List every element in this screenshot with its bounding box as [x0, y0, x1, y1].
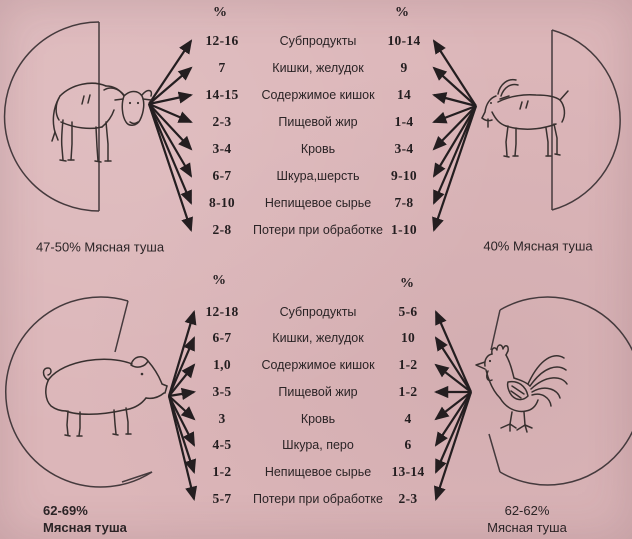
percent-value-left: 6-7 — [212, 168, 232, 183]
percent-value-left: 12-18 — [205, 304, 239, 319]
product-label: Пищевой жир — [278, 385, 358, 399]
percent-value-left: 14-15 — [205, 87, 239, 102]
percent-value-right: 3-4 — [394, 141, 414, 156]
percent-value-right: 4 — [404, 411, 412, 426]
goat-caption: 40% Мясная туша — [483, 238, 593, 254]
product-label: Кишки, желудок — [272, 61, 364, 75]
cow-arrow-fan — [149, 41, 191, 230]
percent-value-right: 13-14 — [391, 464, 425, 479]
percent-value-right: 9 — [400, 60, 408, 75]
percent-value-right: 2-3 — [398, 491, 418, 506]
goat-arrow-fan — [434, 41, 476, 230]
goat-carcass-arc — [552, 30, 620, 210]
product-label: Кровь — [300, 412, 336, 426]
percent-value-left: 12-16 — [205, 33, 239, 48]
product-label: Потери при обработке — [253, 223, 383, 237]
pig-caption-line2: Мясная туша — [43, 520, 127, 535]
product-label: Содержимое кишок — [261, 358, 375, 372]
product-label: Содержимое кишок — [261, 88, 375, 102]
percent-value-right: 14 — [396, 87, 412, 102]
rooster-image — [470, 340, 572, 444]
pig-caption — [43, 502, 127, 536]
product-label: Шкура,шерсть — [276, 169, 360, 183]
percent-value-right: 1-10 — [391, 222, 417, 237]
product-label: Субпродукты — [279, 34, 357, 48]
percent-value-left: 3 — [218, 411, 226, 426]
percent-header-bottom-left: % — [212, 273, 226, 288]
product-label: Субпродукты — [279, 305, 357, 319]
rooster-caption — [487, 502, 567, 536]
percent-value-right: 1-2 — [398, 357, 418, 372]
cow-image — [46, 70, 154, 166]
percent-value-left: 1,0 — [213, 357, 231, 372]
product-label: Кровь — [300, 142, 336, 156]
product-label: Шкура, перо — [282, 438, 354, 452]
percent-value-right: 7-8 — [394, 195, 414, 210]
percent-value-right: 9-10 — [391, 168, 417, 183]
pig-carcass-arc — [6, 297, 152, 487]
pig-arrow-fan — [169, 312, 194, 499]
percent-value-left: 6-7 — [212, 330, 232, 345]
percent-header-bottom-right: % — [400, 276, 414, 291]
percent-value-left: 2-8 — [212, 222, 232, 237]
product-label: Непищевое сырье — [264, 465, 372, 479]
percent-value-left: 3-5 — [212, 384, 232, 399]
cow-carcass-arc — [5, 22, 99, 211]
pig-image — [36, 346, 168, 440]
percent-value-right: 5-6 — [398, 304, 418, 319]
percent-header-top-left: % — [213, 5, 227, 20]
percent-value-right: 1-2 — [398, 384, 418, 399]
product-label: Потери при обработке — [253, 492, 383, 506]
percent-value-right: 10-14 — [387, 33, 421, 48]
product-label: Кишки, желудок — [272, 331, 364, 345]
percent-value-left: 2-3 — [212, 114, 232, 129]
percent-value-right: 1-4 — [394, 114, 414, 129]
rooster-arrow-fan — [436, 312, 471, 499]
rooster-carcass-arc — [489, 297, 632, 485]
product-label: Непищевое сырье — [264, 196, 372, 210]
goat-image — [476, 72, 578, 160]
product-label: Пищевой жир — [278, 115, 358, 129]
cow-caption: 47-50% Мясная туша — [35, 239, 165, 255]
percent-value-left: 7 — [218, 60, 226, 75]
percent-value-right: 6 — [404, 437, 412, 452]
percent-value-left: 1-2 — [212, 464, 232, 479]
percent-value-left: 5-7 — [212, 491, 232, 506]
percent-value-left: 3-4 — [212, 141, 232, 156]
rooster-caption-line1: 62-62% — [504, 503, 550, 518]
pig-caption-line1: 62-69% — [43, 503, 88, 518]
percent-value-left: 4-5 — [212, 437, 232, 452]
rooster-caption-line2: Мясная туша — [487, 520, 567, 535]
percent-header-top-right: % — [395, 5, 409, 20]
percent-value-right: 10 — [400, 330, 416, 345]
percent-value-left: 8-10 — [209, 195, 235, 210]
